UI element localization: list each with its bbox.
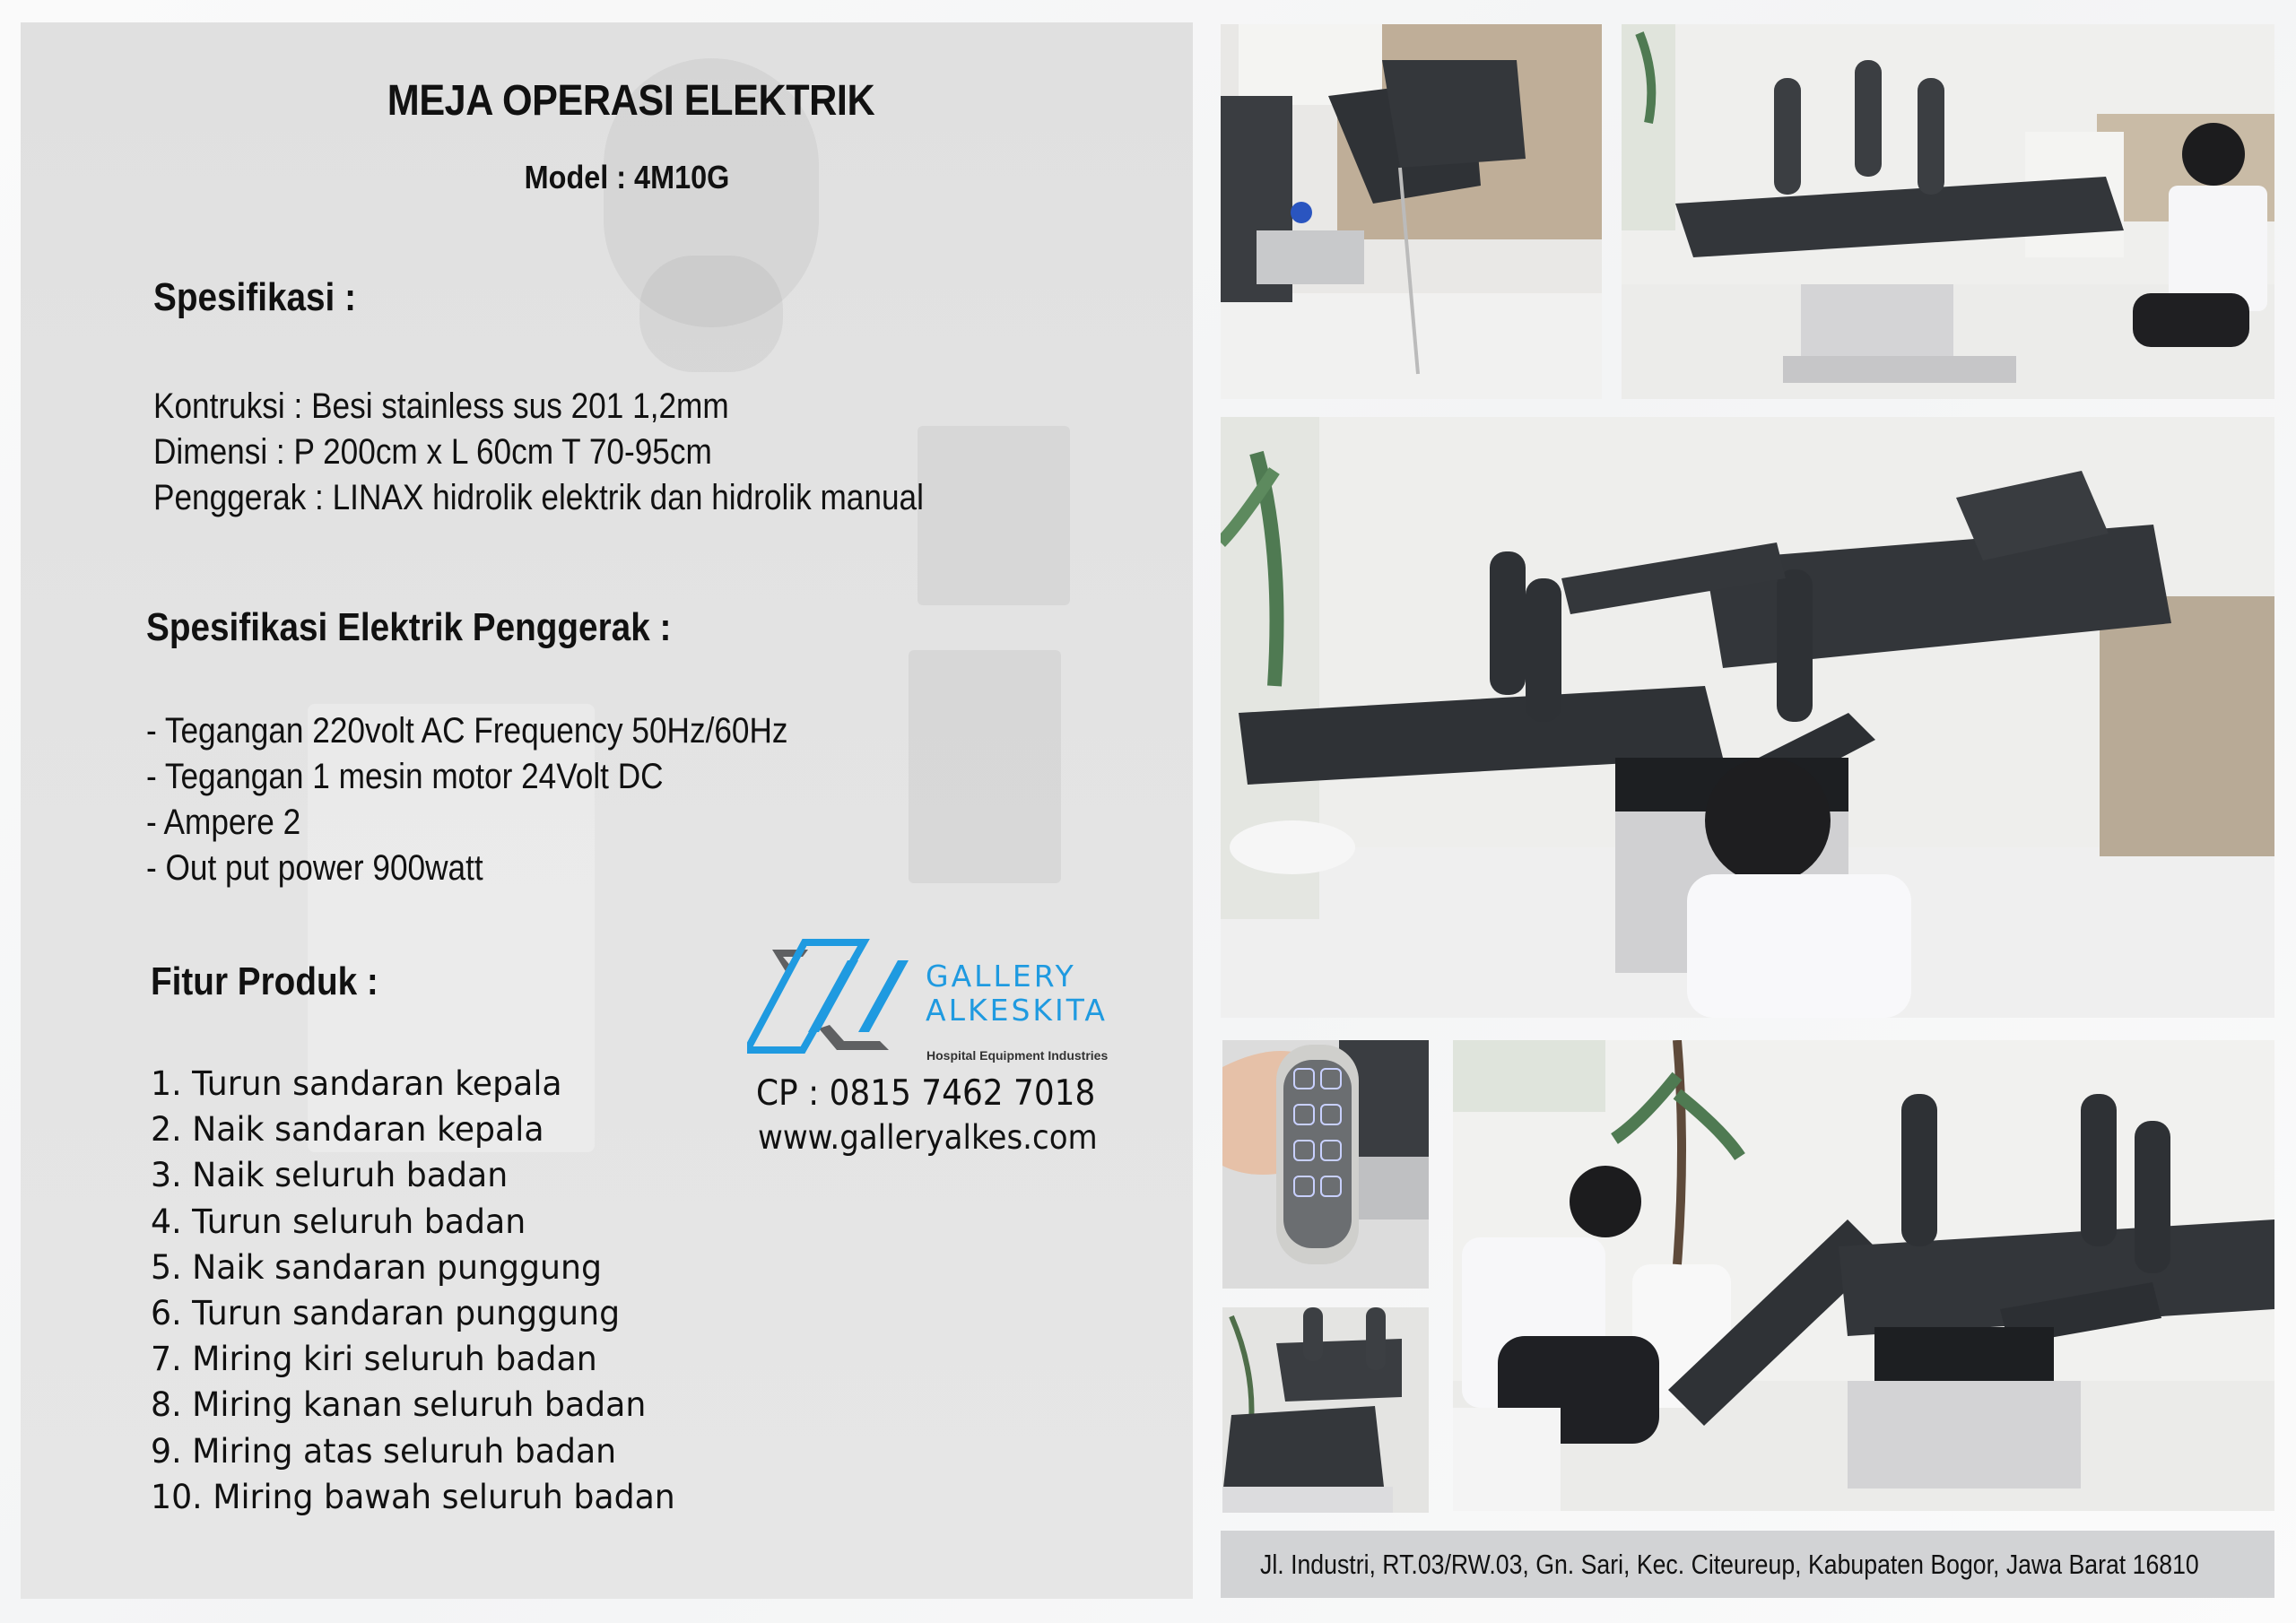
spec-dimension: Dimensi : P 200cm x L 60cm T 70-95cm	[153, 432, 712, 472]
photo-table-side	[1221, 417, 2274, 1018]
electric-specs-heading: Spesifikasi Elektrik Penggerak :	[146, 605, 672, 649]
electric-spec-item: - Tegangan 1 mesin motor 24Volt DC	[146, 757, 664, 796]
spec-drive: Penggerak : LINAX hidrolik elektrik dan hidrolik manual	[153, 478, 924, 517]
brand-name-line2: ALKESKITA	[926, 993, 1108, 1028]
spec-construction: Kontruksi : Besi stainless sus 201 1,2mm	[153, 386, 729, 426]
feature-item: 5. Naik sandaran punggung	[151, 1247, 603, 1287]
gallery-alkeskita-logo-icon	[747, 939, 918, 1055]
address-text: Jl. Industri, RT.03/RW.03, Gn. Sari, Kec. Citeureup, Kabupaten Bogor, Jawa Barat 16810	[1260, 1548, 2199, 1580]
feature-item: 8. Miring kanan seluruh badan	[151, 1385, 647, 1425]
electric-specs-list	[146, 708, 788, 891]
address-bar	[1221, 1531, 2274, 1598]
photo-table-footrest	[1221, 24, 1602, 399]
electric-spec-item: - Tegangan 220volt AC Frequency 50Hz/60Hz	[146, 711, 788, 751]
specs-heading: Spesifikasi :	[153, 275, 356, 319]
electric-spec-item: - Out put power 900watt	[146, 848, 483, 888]
page-title: MEJA OPERASI ELEKTRIK	[387, 77, 875, 125]
contact-phone: CP : 0815 7462 7018	[756, 1073, 1096, 1114]
product-info-panel	[21, 22, 1193, 1599]
photo-technician-sofa	[1622, 24, 2274, 399]
features-list	[151, 1061, 675, 1520]
background-monitor-shape	[909, 650, 1061, 883]
specs-list	[153, 384, 924, 521]
photo-technician-crouch	[1453, 1040, 2274, 1511]
feature-item: 4. Turun seluruh badan	[151, 1202, 526, 1241]
photo-table-top	[1222, 1307, 1429, 1513]
feature-item: 10. Miring bawah seluruh badan	[151, 1477, 675, 1516]
feature-item: 6. Turun sandaran punggung	[151, 1294, 621, 1333]
photo-remote	[1222, 1040, 1429, 1289]
feature-item: 7. Miring kiri seluruh badan	[151, 1340, 597, 1379]
features-heading: Fitur Produk :	[151, 959, 378, 1003]
background-monitor-shape	[918, 426, 1070, 605]
feature-item: 1. Turun sandaran kepala	[151, 1064, 562, 1103]
feature-item: 2. Naik sandaran kepala	[151, 1110, 544, 1150]
feature-item: 9. Miring atas seluruh badan	[151, 1431, 617, 1471]
brand-name-line1: GALLERY	[926, 959, 1076, 994]
electric-spec-item: - Ampere 2	[146, 803, 301, 842]
brand-tagline: Hospital Equipment Industries	[926, 1048, 1109, 1063]
website-link[interactable]: www.galleryalkes.com	[758, 1118, 1098, 1157]
feature-item: 3. Naik seluruh badan	[151, 1156, 509, 1195]
model-label: Model : 4M10G	[524, 159, 730, 195]
background-lamp-shape	[639, 256, 783, 372]
